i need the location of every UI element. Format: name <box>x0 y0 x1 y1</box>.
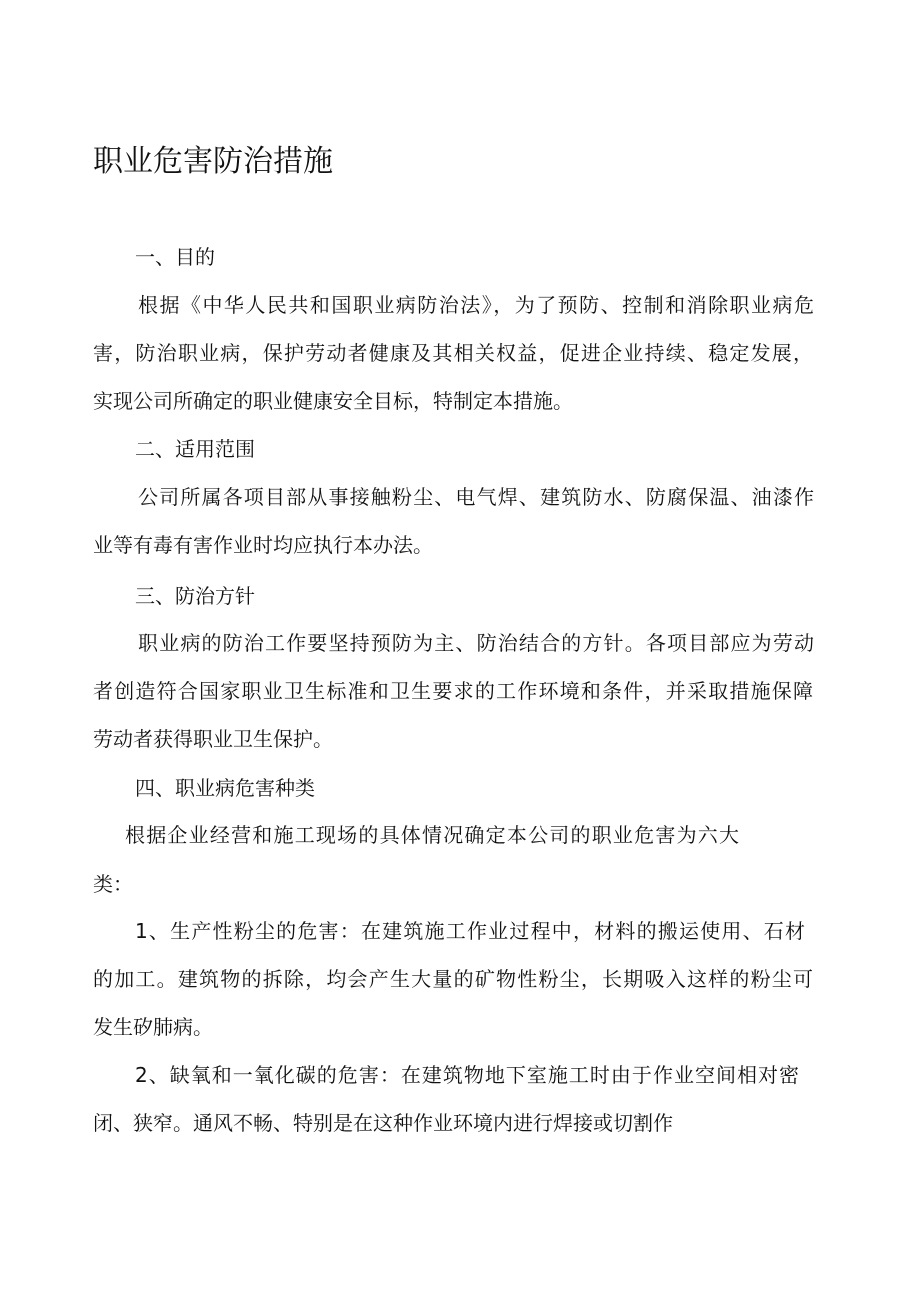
paragraph-line: 根据企业经营和施工现场的具体情况确定本公司的职业危害为六大 <box>125 823 739 847</box>
document-title: 职业危害防治措施 <box>93 144 333 179</box>
paragraph-line: 类： <box>93 872 133 896</box>
paragraph-line: 根据《中华人民共和国职业病防治法》，为了预防、控制和消除职业病危 <box>138 293 814 317</box>
paragraph-line: 1、生产性粉尘的危害：在建筑施工作业过程中，材料的搬运使用、石材 <box>135 919 805 943</box>
paragraph-line: 发生矽肺病。 <box>93 1015 213 1039</box>
paragraph-line: 职业病的防治工作要坚持预防为主、防治结合的方针。各项目部应为劳动 <box>138 631 814 655</box>
paragraph-line: 闭、狭窄。通风不畅、特别是在这种作业环境内进行焊接或切割作 <box>93 1111 673 1135</box>
paragraph-line: 2、缺氧和一氧化碳的危害：在建筑物地下室施工时由于作业空间相对密 <box>135 1063 799 1087</box>
paragraph-line: 的加工。建筑物的拆除，均会产生大量的矿物性粉尘，长期吸入这样的粉尘可 <box>93 967 813 991</box>
section-heading-scope: 二、适用范围 <box>135 437 255 461</box>
paragraph-line: 实现公司所确定的职业健康安全目标，特制定本措施。 <box>93 389 573 413</box>
paragraph-line: 者创造符合国家职业卫生标准和卫生要求的工作环境和条件，并采取措施保障 <box>93 679 813 703</box>
paragraph-line: 劳动者获得职业卫生保护。 <box>93 727 333 751</box>
section-heading-purpose: 一、目的 <box>135 245 215 269</box>
paragraph-line: 害，防治职业病，保护劳动者健康及其相关权益，促进企业持续、稳定发展， <box>93 341 813 365</box>
paragraph-line: 公司所属各项目部从事接触粉尘、电气焊、建筑防水、防腐保温、油漆作 <box>138 485 814 509</box>
section-heading-policy: 三、防治方针 <box>135 584 255 608</box>
paragraph-line: 业等有毒有害作业时均应执行本办法。 <box>93 533 433 557</box>
section-heading-hazard-types: 四、职业病危害种类 <box>135 776 315 800</box>
